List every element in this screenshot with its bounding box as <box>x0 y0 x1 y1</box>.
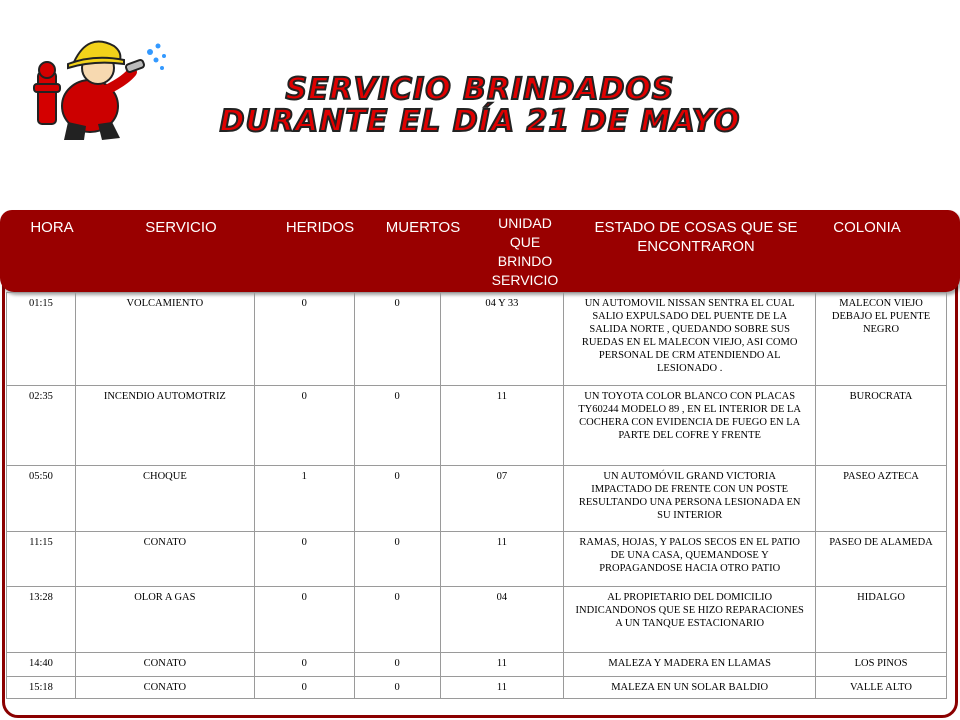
cell-hora: 05:50 <box>7 466 76 532</box>
cell-estado: UN AUTOMOVIL NISSAN SENTRA EL CUAL SALIO EXPULSADO DEL PUENTE DE LA SALIDA NORTE , QUEDANDO SOBRE SUS RUEDAS EN EL MALECON VIEJO, ASI COMO PERSONAL DE CRM ATENDIENDO AL LESIONADO . <box>564 293 816 386</box>
header-estado-l2: ENCONTRARON <box>637 238 755 255</box>
table-row <box>7 587 947 653</box>
header-unidad-l4: SERVICIO <box>491 272 559 288</box>
cell-unidad: 11 <box>440 653 564 677</box>
cell-estado: RAMAS, HOJAS, Y PALOS SECOS EN EL PATIO DE UNA CASA, QUEMANDOSE Y PROPAGANDOSE HACIA OTRO PATIO <box>564 532 816 587</box>
header-heridos: HERIDOS <box>285 219 355 236</box>
table-row <box>7 466 947 532</box>
cell-servicio: INCENDIO AUTOMOTRIZ <box>75 386 254 466</box>
cell-hora: 15:18 <box>7 677 76 699</box>
cell-unidad: 11 <box>440 532 564 587</box>
cell-muertos: 0 <box>354 386 440 466</box>
cell-heridos: 0 <box>254 386 354 466</box>
cell-muertos: 0 <box>354 587 440 653</box>
header-unidad <box>480 214 570 290</box>
table-row <box>7 386 947 466</box>
cell-unidad: 07 <box>440 466 564 532</box>
header-servicio: SERVICIO <box>145 219 217 236</box>
cell-heridos: 0 <box>254 532 354 587</box>
cell-unidad: 04 Y 33 <box>440 293 564 386</box>
table-row <box>7 532 947 587</box>
cell-unidad: 11 <box>440 386 564 466</box>
cell-estado: UN AUTOMÓVIL GRAND VICTORIA IMPACTADO DE FRENTE CON UN POSTE RESULTANDO UNA PERSONA LESIONADA EN SU INTERIOR <box>564 466 816 532</box>
cell-unidad: 04 <box>440 587 564 653</box>
cell-servicio: VOLCAMIENTO <box>75 293 254 386</box>
header-unidad-l3: BRINDO <box>497 253 553 269</box>
cell-heridos: 1 <box>254 466 354 532</box>
cell-colonia: PASEO AZTECA <box>816 466 947 532</box>
header-colonia: COLONIA <box>833 219 901 236</box>
cell-servicio: CONATO <box>75 677 254 699</box>
cell-colonia: MALECON VIEJO DEBAJO EL PUENTE NEGRO <box>816 293 947 386</box>
table-row <box>7 293 947 386</box>
cell-colonia: BUROCRATA <box>816 386 947 466</box>
cell-hora: 02:35 <box>7 386 76 466</box>
cell-servicio: CONATO <box>75 653 254 677</box>
cell-hora: 14:40 <box>7 653 76 677</box>
cell-servicio: CONATO <box>75 532 254 587</box>
cell-unidad: 11 <box>440 677 564 699</box>
header-estado <box>578 218 814 256</box>
header-muertos: MUERTOS <box>385 219 461 236</box>
header-unidad-l2: QUE <box>509 234 541 250</box>
cell-muertos: 0 <box>354 532 440 587</box>
cell-estado: MALEZA Y MADERA EN LLAMAS <box>564 653 816 677</box>
cell-muertos: 0 <box>354 653 440 677</box>
cell-heridos: 0 <box>254 293 354 386</box>
header-unidad-l1: UNIDAD <box>498 215 552 231</box>
page-title: SERVICIO BRINDADOS <box>285 72 675 107</box>
cell-estado: AL PROPIETARIO DEL DOMICILIO INDICANDONOS QUE SE HIZO REPARACIONES A UN TANQUE ESTACIONARIO <box>564 587 816 653</box>
table-row <box>7 653 947 677</box>
cell-heridos: 0 <box>254 587 354 653</box>
cell-hora: 01:15 <box>7 293 76 386</box>
cell-heridos: 0 <box>254 677 354 699</box>
cell-muertos: 0 <box>354 677 440 699</box>
cell-hora: 11:15 <box>7 532 76 587</box>
services-table <box>6 292 947 699</box>
cell-colonia: VALLE ALTO <box>816 677 947 699</box>
cell-hora: 13:28 <box>7 587 76 653</box>
cell-servicio: OLOR A GAS <box>75 587 254 653</box>
cell-estado: UN TOYOTA COLOR BLANCO CON PLACAS TY60244 MODELO 89 , EN EL INTERIOR DE LA COCHERA CON EVIDENCIA DE FUEGO EN LA PARTE DEL COFRE Y FRENTE <box>564 386 816 466</box>
cell-heridos: 0 <box>254 653 354 677</box>
page-subtitle: DURANTE EL DÍA 21 DE MAYO <box>219 104 741 139</box>
cell-colonia: HIDALGO <box>816 587 947 653</box>
cell-estado: MALEZA EN UN SOLAR BALDIO <box>564 677 816 699</box>
table-header <box>0 210 960 292</box>
header-hora: HORA <box>30 219 74 236</box>
header-estado-l1: ESTADO DE COSAS QUE SE <box>594 219 798 236</box>
cell-muertos: 0 <box>354 466 440 532</box>
table-row <box>7 677 947 699</box>
cell-muertos: 0 <box>354 293 440 386</box>
cell-colonia: LOS PINOS <box>816 653 947 677</box>
cell-colonia: PASEO DE ALAMEDA <box>816 532 947 587</box>
cell-servicio: CHOQUE <box>75 466 254 532</box>
